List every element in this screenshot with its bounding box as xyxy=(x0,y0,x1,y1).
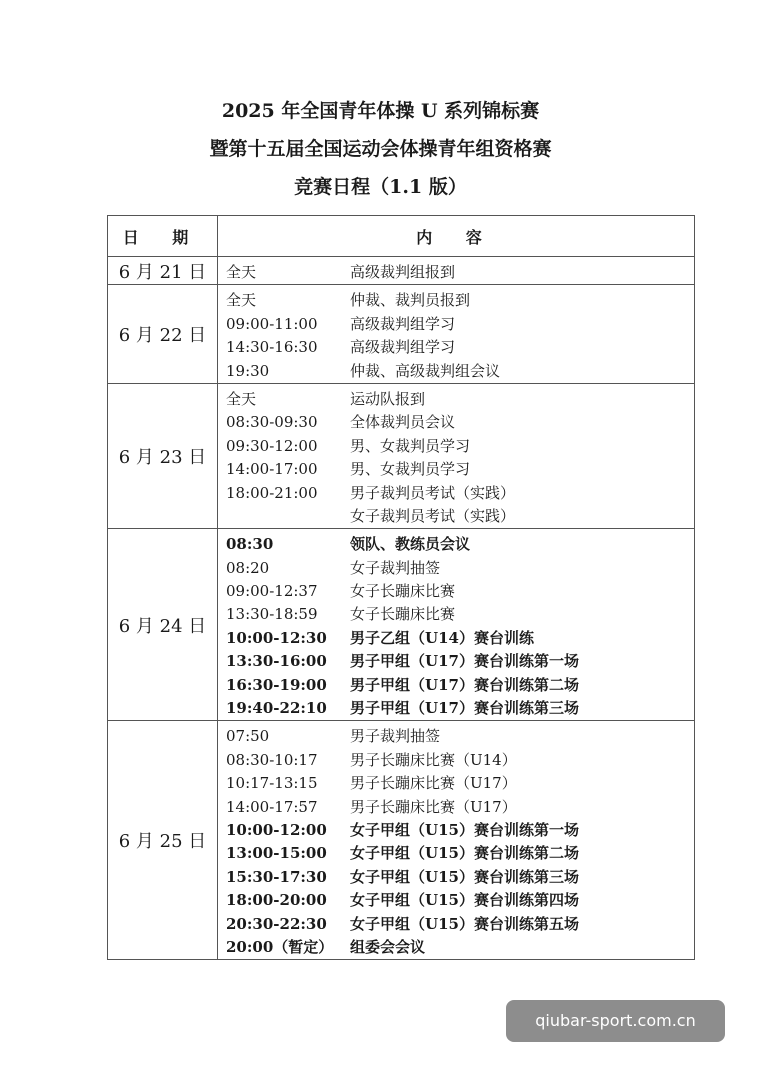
schedule-item xyxy=(226,336,694,359)
schedule-item xyxy=(226,749,694,772)
item-time: 10:17-13:15 xyxy=(226,774,318,793)
item-description: 男、女裁判员学习 xyxy=(350,436,471,455)
content-cell xyxy=(218,721,695,960)
schedule-item xyxy=(226,889,694,912)
title-line-3: 竞赛日程（1.1 版） xyxy=(294,176,467,198)
content-header: 内 容 xyxy=(218,216,695,257)
item-description: 领队、教练员会议 xyxy=(350,535,471,554)
date-cell: 6 月 24 日 xyxy=(108,529,218,721)
item-time: 20:30-22:30 xyxy=(226,914,327,933)
content-cell xyxy=(218,257,695,285)
schedule-item xyxy=(226,866,694,889)
schedule-item xyxy=(226,533,694,556)
item-description: 女子甲组（U15）赛台训练第二场 xyxy=(350,844,579,863)
schedule-item xyxy=(226,435,694,458)
item-time: 09:00-12:37 xyxy=(226,582,318,601)
schedule-item xyxy=(226,289,694,312)
item-time: 16:30-19:00 xyxy=(226,675,327,694)
item-time: 08:30 xyxy=(226,535,274,554)
date-cell: 6 月 25 日 xyxy=(108,721,218,960)
schedule-item xyxy=(226,505,694,528)
item-time: 全天 xyxy=(226,389,257,408)
item-description: 女子长蹦床比赛 xyxy=(350,605,456,624)
item-description: 高级裁判组学习 xyxy=(350,314,456,333)
item-description: 组委会会议 xyxy=(350,937,426,956)
item-time: 14:00-17:57 xyxy=(226,797,318,816)
schedule-row xyxy=(108,285,695,384)
schedule-item xyxy=(226,796,694,819)
item-time: 全天 xyxy=(226,291,257,310)
item-description: 男子甲组（U17）赛台训练第二场 xyxy=(350,675,579,694)
item-time: 15:30-17:30 xyxy=(226,867,327,886)
schedule-item xyxy=(226,936,694,959)
item-description: 男子甲组（U17）赛台训练第一场 xyxy=(350,652,579,671)
schedule-item xyxy=(226,313,694,336)
content-cell xyxy=(218,529,695,721)
item-time: 18:00-20:00 xyxy=(226,891,327,910)
schedule-row xyxy=(108,383,695,528)
schedule-item xyxy=(226,603,694,626)
schedule-row xyxy=(108,257,695,285)
item-time: 20:00（暂定） xyxy=(226,937,334,956)
schedule-item xyxy=(226,458,694,481)
schedule-item xyxy=(226,388,694,411)
content-cell xyxy=(218,383,695,528)
schedule-item xyxy=(226,772,694,795)
schedule-item xyxy=(226,482,694,505)
item-description: 运动队报到 xyxy=(350,389,426,408)
item-time: 18:00-21:00 xyxy=(226,483,318,502)
item-time: 10:00-12:30 xyxy=(226,628,327,647)
item-description: 女子裁判员考试（实践） xyxy=(350,506,516,525)
schedule-item xyxy=(226,819,694,842)
item-description: 男子长蹦床比赛（U14） xyxy=(350,750,517,769)
item-time: 07:50 xyxy=(226,727,270,746)
item-time: 19:30 xyxy=(226,361,270,380)
item-description: 仲裁、高级裁判组会议 xyxy=(350,361,501,380)
item-time: 08:20 xyxy=(226,558,270,577)
item-description: 全体裁判员会议 xyxy=(350,413,456,432)
item-description: 男子长蹦床比赛（U17） xyxy=(350,797,517,816)
date-header: 日 期 xyxy=(108,216,218,257)
schedule-item xyxy=(226,580,694,603)
item-description: 男子裁判抽签 xyxy=(350,727,441,746)
item-time: 08:30-09:30 xyxy=(226,413,318,432)
schedule-item xyxy=(226,411,694,434)
date-cell: 6 月 23 日 xyxy=(108,383,218,528)
schedule-item xyxy=(226,261,694,284)
item-description: 高级裁判组学习 xyxy=(350,338,456,357)
item-description: 女子裁判抽签 xyxy=(350,558,441,577)
schedule-row xyxy=(108,529,695,721)
schedule-item xyxy=(226,725,694,748)
watermark: qiubar-sport.com.cn xyxy=(506,1000,725,1042)
item-time: 09:30-12:00 xyxy=(226,436,318,455)
schedule-item xyxy=(226,697,694,720)
item-description: 男子裁判员考试（实践） xyxy=(350,483,516,502)
header-row xyxy=(108,216,695,257)
item-time xyxy=(226,505,350,528)
item-description: 男、女裁判员学习 xyxy=(350,460,471,479)
item-time: 13:00-15:00 xyxy=(226,844,327,863)
item-description: 高级裁判组报到 xyxy=(350,263,456,281)
content-cell xyxy=(218,285,695,384)
schedule-item xyxy=(226,842,694,865)
schedule-item xyxy=(226,650,694,673)
item-description: 男子乙组（U14）赛台训练 xyxy=(350,628,534,647)
item-description: 男子长蹦床比赛（U17） xyxy=(350,774,517,793)
schedule-table xyxy=(107,215,695,960)
title-line-1: 2025 年全国青年体操 U 系列锦标赛 xyxy=(221,100,540,122)
title-line-2: 暨第十五届全国运动会体操青年组资格赛 xyxy=(209,138,552,160)
item-time: 08:30-10:17 xyxy=(226,750,318,769)
document-title xyxy=(0,92,761,206)
schedule-item xyxy=(226,557,694,580)
item-description: 仲裁、裁判员报到 xyxy=(350,291,471,310)
item-description: 女子甲组（U15）赛台训练第四场 xyxy=(350,891,579,910)
item-time: 10:00-12:00 xyxy=(226,820,327,839)
item-description: 女子甲组（U15）赛台训练第五场 xyxy=(350,914,579,933)
item-time: 14:00-17:00 xyxy=(226,460,318,479)
schedule-item xyxy=(226,627,694,650)
item-time: 14:30-16:30 xyxy=(226,338,318,357)
item-description: 女子甲组（U15）赛台训练第三场 xyxy=(350,867,579,886)
item-time: 13:30-18:59 xyxy=(226,605,318,624)
item-time: 13:30-16:00 xyxy=(226,652,327,671)
item-description: 女子长蹦床比赛 xyxy=(350,582,456,601)
item-description: 男子甲组（U17）赛台训练第三场 xyxy=(350,699,579,718)
date-cell: 6 月 21 日 xyxy=(108,257,218,285)
schedule-item xyxy=(226,674,694,697)
item-time: 09:00-11:00 xyxy=(226,314,318,333)
item-description: 女子甲组（U15）赛台训练第一场 xyxy=(350,820,579,839)
schedule-item xyxy=(226,913,694,936)
date-cell: 6 月 22 日 xyxy=(108,285,218,384)
item-time: 19:40-22:10 xyxy=(226,699,327,718)
schedule-item xyxy=(226,360,694,383)
item-time: 全天 xyxy=(226,263,257,281)
schedule-row xyxy=(108,721,695,960)
